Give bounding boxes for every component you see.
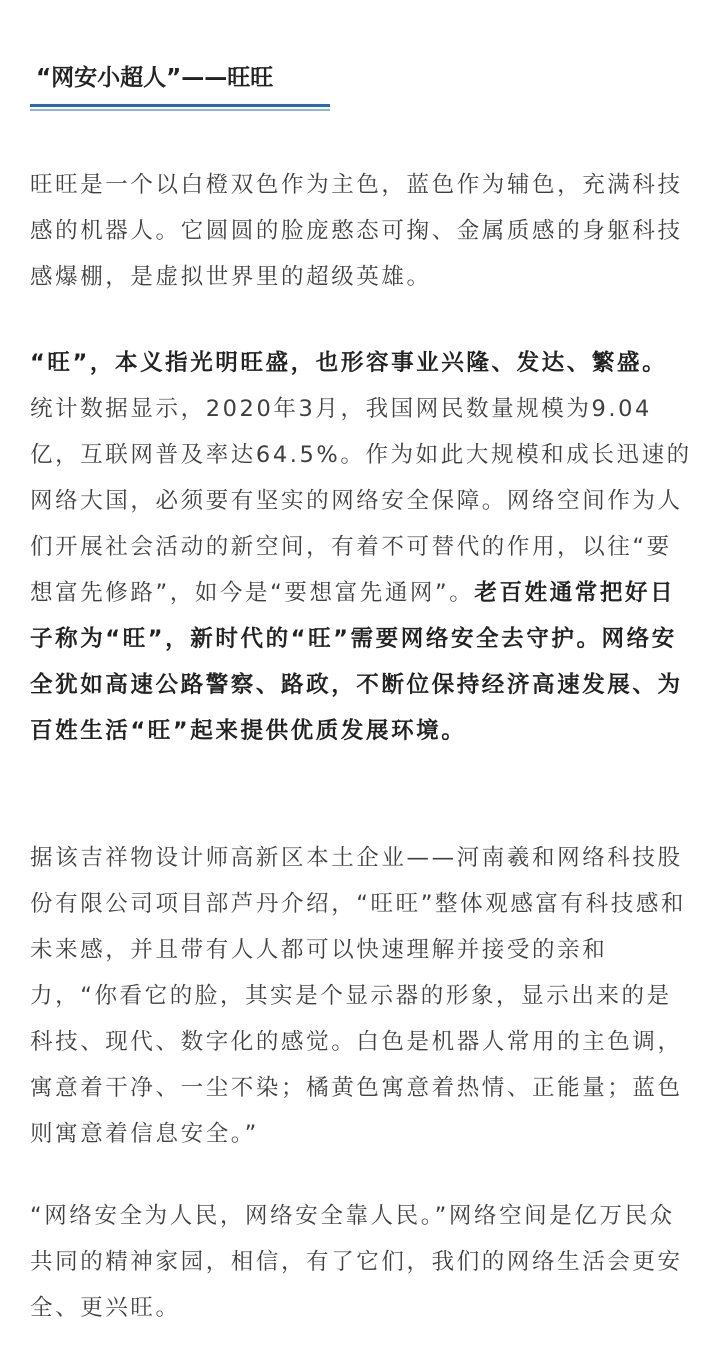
paragraph-wang-meaning (30, 340, 692, 754)
paragraph-text: 据该吉祥物设计师高新区本土企业——河南羲和网络科技股份有限公司项目部芦丹介绍，“旺旺”整体观感富有科技感和未来感，并且带有人人都可以快速理解并接受的亲和力，“你看它的脸，其实是个显示器的形象，显示出来的是科技、现代、数字化的感觉。白色是机器人常用的主色调，寓意着干净、一尘不染；橘黄色寓意着热情、正能量；蓝色则寓意着信息安全。” (30, 845, 687, 1147)
paragraph-text: 旺旺是一个以白橙双色作为主色，蓝色作为辅色，充满科技感的机器人。它圆圆的脸庞憨态可掬、金属质感的身躯科技感爆棚，是虚拟世界里的超级英雄。 (30, 172, 683, 290)
paragraph-intro (30, 162, 692, 300)
heading-title: “网安小超人”——旺旺 (36, 65, 274, 91)
heading-underline (30, 104, 330, 107)
paragraph-bold-lead: “旺”，本义指光明旺盛，也形容事业兴隆、发达、繁盛。 (30, 350, 668, 376)
heading-underline-secondary (30, 109, 330, 111)
paragraph-designer-quote (30, 835, 692, 1157)
paragraph-text: “网络安全为人民，网络安全靠人民。”网络空间是亿万民众共同的精神家园，相信，有了它们，我们的网络生活会更安全、更兴旺。 (30, 1203, 683, 1321)
section-heading (30, 58, 330, 111)
paragraph-text: 统计数据显示，2020年3月，我国网民数量规模为9.04亿，互联网普及率达64.5%。作为如此大规模和成长迅速的网络大国，必须要有坚实的网络安全保障。网络空间作为人们开展社会活动的新空间，有着不可替代的作用，以往“要想富先修路”，如今是“要想富先通网”。 (30, 396, 692, 606)
paragraph-bold-closing: 老百姓通常把好日子称为“旺”，新时代的“旺”需要网络安全去守护。网络安全犹如高速公路警察、路政，不断位保持经济高速发展、为百姓生活“旺”起来提供优质发展环境。 (30, 580, 683, 744)
paragraph-conclusion (30, 1193, 692, 1331)
